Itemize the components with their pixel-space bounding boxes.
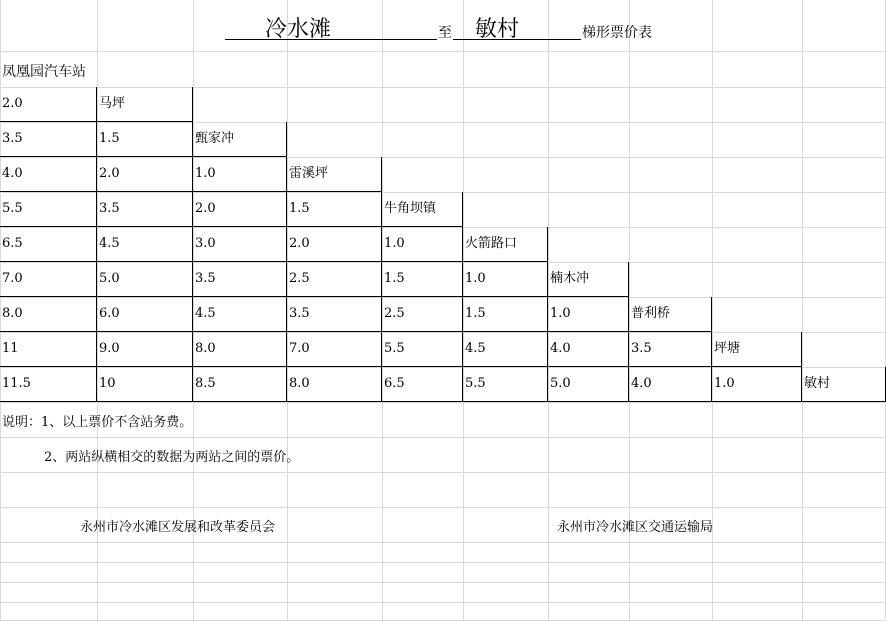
- grid-line-horizontal: [0, 542, 886, 543]
- fare-cell: 2.0: [0, 87, 97, 122]
- fare-cell: 2.0: [97, 157, 193, 192]
- fare-cell: 6.5: [0, 227, 97, 262]
- fare-cell: 1.0: [548, 297, 629, 332]
- fare-cell: 3.5: [287, 297, 382, 332]
- fare-cell: 4.0: [548, 332, 629, 367]
- station-label: 普利桥: [629, 297, 712, 332]
- station-label: 牛角坝镇: [382, 192, 463, 227]
- fare-cell: 4.5: [97, 227, 193, 262]
- station-label: 雷溪坪: [287, 157, 382, 192]
- fare-cell: 1.0: [382, 227, 463, 262]
- fare-cell: 1.5: [97, 122, 193, 157]
- fare-cell: 4.5: [193, 297, 287, 332]
- title-destination: 敏村: [475, 17, 520, 42]
- fare-cell: 6.5: [382, 367, 463, 402]
- fare-cell: 4.5: [463, 332, 548, 367]
- fare-cell: 2.5: [382, 297, 463, 332]
- title-suffix: 梯形票价表: [582, 25, 652, 41]
- fare-cell: 5.5: [0, 192, 97, 227]
- grid-line-horizontal: [0, 602, 886, 603]
- grid-line-horizontal: [0, 562, 886, 563]
- fare-cell: 2.0: [287, 227, 382, 262]
- fare-cell: 1.0: [463, 262, 548, 297]
- station-label: 火箭路口: [463, 227, 548, 262]
- fare-cell: 8.0: [193, 332, 287, 367]
- grid-line-vertical: [802, 0, 803, 621]
- fare-cell: 5.0: [548, 367, 629, 402]
- station-label: 马坪: [97, 87, 193, 122]
- station-label: 楠木冲: [548, 262, 629, 297]
- grid-line-horizontal: [0, 51, 886, 52]
- note-line-2: 2、两站纵横相交的数据为两站之间的票价。: [44, 450, 300, 465]
- fare-cell: 1.0: [193, 157, 287, 192]
- fare-cell: 11.5: [0, 367, 97, 402]
- fare-cell: 1.5: [382, 262, 463, 297]
- fare-cell: 3.0: [193, 227, 287, 262]
- grid-line-horizontal: [0, 472, 886, 473]
- fare-cell: 8.0: [0, 297, 97, 332]
- station-label: 甄家冲: [193, 122, 287, 157]
- fare-cell: 3.5: [0, 122, 97, 157]
- fare-cell: 9.0: [97, 332, 193, 367]
- fare-cell: 1.5: [287, 192, 382, 227]
- fare-cell: 4.0: [0, 157, 97, 192]
- fare-cell: 7.0: [287, 332, 382, 367]
- station-label: 坪塘: [712, 332, 802, 367]
- fare-cell: 10: [97, 367, 193, 402]
- fare-cell: 1.0: [712, 367, 802, 402]
- note-line-1: 说明：1、以上票价不含站务费。: [2, 415, 193, 430]
- fare-cell: 3.5: [193, 262, 287, 297]
- title-origin: 冷水滩: [265, 17, 332, 42]
- fare-cell: 11: [0, 332, 97, 367]
- fare-cell: 1.5: [463, 297, 548, 332]
- title-connector: 至: [438, 25, 452, 41]
- signature-left: 永州市冷水滩区发展和改革委员会: [80, 520, 276, 535]
- signature-right: 永州市冷水滩区交通运输局: [557, 520, 714, 535]
- header-station: 凤凰园汽车站: [2, 64, 86, 80]
- grid-line-horizontal: [0, 402, 886, 403]
- fare-cell: 2.0: [193, 192, 287, 227]
- fare-cell: 3.5: [97, 192, 193, 227]
- fare-cell: 7.0: [0, 262, 97, 297]
- fare-cell: 5.5: [382, 332, 463, 367]
- fare-cell: 8.0: [287, 367, 382, 402]
- fare-cell: 6.0: [97, 297, 193, 332]
- grid-line-horizontal: [0, 582, 886, 583]
- fare-cell: 5.0: [97, 262, 193, 297]
- station-label: 敏村: [802, 367, 886, 402]
- fare-cell: 5.5: [463, 367, 548, 402]
- grid-line-horizontal: [0, 507, 886, 508]
- fare-cell: 3.5: [629, 332, 712, 367]
- grid-line-horizontal: [0, 437, 886, 438]
- fare-cell: 4.0: [629, 367, 712, 402]
- fare-cell: 2.5: [287, 262, 382, 297]
- fare-cell: 8.5: [193, 367, 287, 402]
